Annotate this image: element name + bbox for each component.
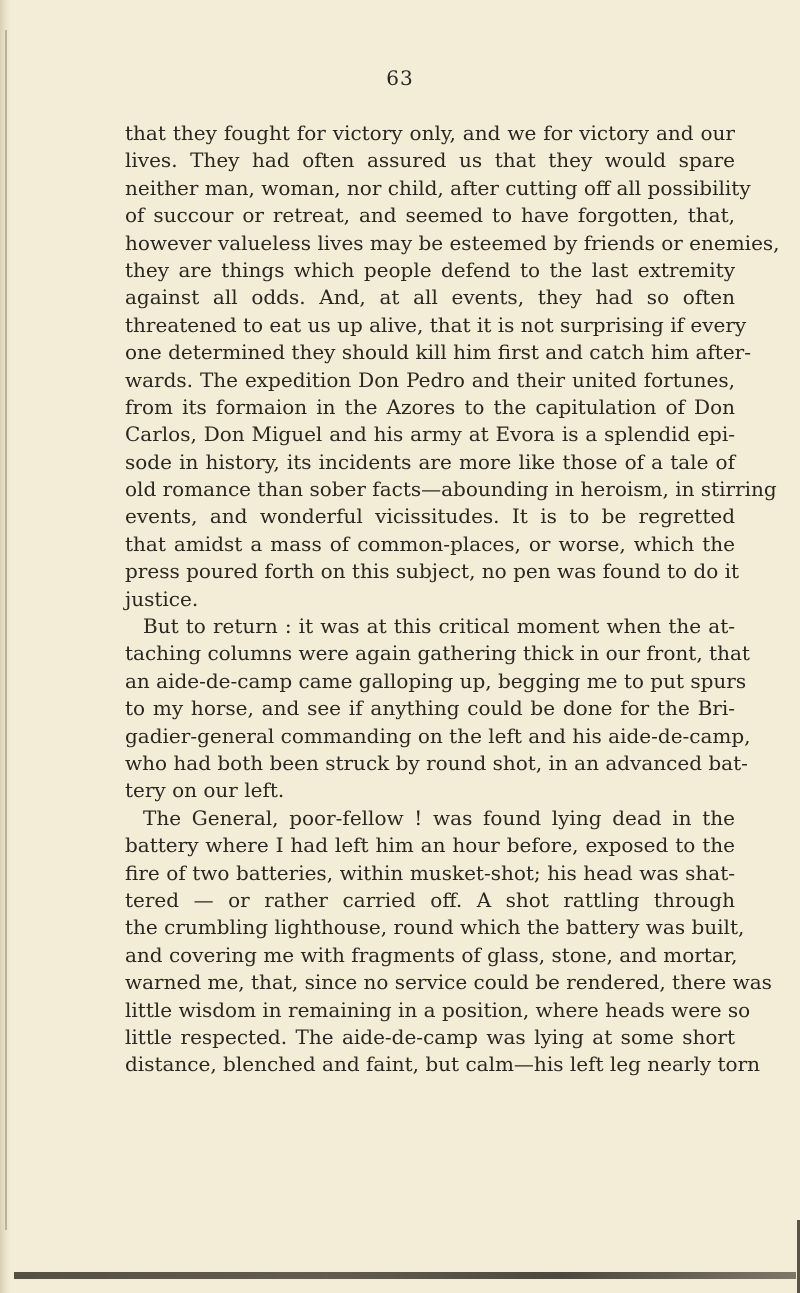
text-line: Carlos, Don Miguel and his army at Evora is a splendid epi- bbox=[125, 422, 735, 447]
text-line: little wisdom in remaining in a position, where heads were so bbox=[125, 997, 751, 1022]
text-line: sode in history, its incidents are more like those of a tale of bbox=[125, 449, 735, 474]
text-line: and covering me with fragments of glass, stone, and mortar, bbox=[125, 942, 738, 967]
paragraph-end-line: justice. bbox=[125, 586, 199, 611]
paragraph-start-line: But to return : it was at this critical moment when the at- bbox=[143, 614, 735, 639]
text-line: they are things which people defend to the last extremity bbox=[125, 257, 735, 282]
text-line: battery where I had left him an hour before, exposed to the bbox=[125, 833, 735, 858]
paragraph-start-line: The General, poor-fellow ! was found lying dead in the bbox=[143, 805, 735, 830]
text-line: against all odds. And, at all events, they had so often bbox=[125, 285, 735, 310]
binding-shadow-line bbox=[5, 30, 7, 1230]
text-line: taching columns were again gathering thick in our front, that bbox=[125, 641, 750, 666]
text-line: who had both been struck by round shot, in an advanced bat- bbox=[125, 750, 748, 775]
text-line: neither man, woman, nor child, after cutting off all possibility bbox=[125, 175, 751, 200]
text-line: from its formaion in the Azores to the capitulation of Don bbox=[125, 394, 735, 419]
text-line: little respected. The aide-de-camp was lying at some short bbox=[125, 1024, 735, 1049]
text-line: distance, blenched and faint, but calm—his left leg nearly torn bbox=[125, 1052, 761, 1077]
text-line: threatened to eat us up alive, that it is not surprising if every bbox=[125, 312, 747, 337]
body-text bbox=[125, 120, 780, 1079]
text-line: to my horse, and see if anything could be done for the Bri- bbox=[125, 696, 735, 721]
text-line: warned me, that, since no service could be rendered, there was bbox=[125, 970, 772, 995]
text-line: tered — or rather carried off. A shot rattling through bbox=[125, 887, 735, 912]
text-line: that they fought for victory only, and we for victory and our bbox=[125, 121, 735, 145]
paragraph-end-line: tery on our left. bbox=[125, 778, 285, 803]
text-line: lives. They had often assured us that they would spare bbox=[125, 148, 735, 173]
text-line: wards. The expedition Don Pedro and their united fortunes, bbox=[125, 367, 735, 392]
text-line: that amidst a mass of common-places, or worse, which the bbox=[125, 531, 735, 556]
text-line: the crumbling lighthouse, round which the battery was built, bbox=[125, 915, 745, 940]
text-line: press poured forth on this subject, no pen was found to do it bbox=[125, 559, 740, 584]
text-line: of succour or retreat, and seemed to have forgotten, that, bbox=[125, 203, 735, 228]
text-line: gadier-general commanding on the left and his aide-de-camp, bbox=[125, 723, 751, 748]
text-line: one determined they should kill him first and catch him after- bbox=[125, 340, 751, 365]
text-line: however valueless lives may be esteemed by friends or enemies, bbox=[125, 230, 780, 255]
page-bottom-edge bbox=[14, 1272, 796, 1279]
page-number: 63 bbox=[386, 66, 414, 90]
text-line: events, and wonderful vicissitudes. It is to be regretted bbox=[125, 504, 735, 529]
text-line: fire of two batteries, within musket-shot; his head was shat- bbox=[125, 860, 735, 885]
text-line: an aide-de-camp came galloping up, begging me to put spurs bbox=[125, 668, 747, 693]
text-line: old romance than sober facts—abounding in heroism, in stirring bbox=[125, 477, 777, 502]
